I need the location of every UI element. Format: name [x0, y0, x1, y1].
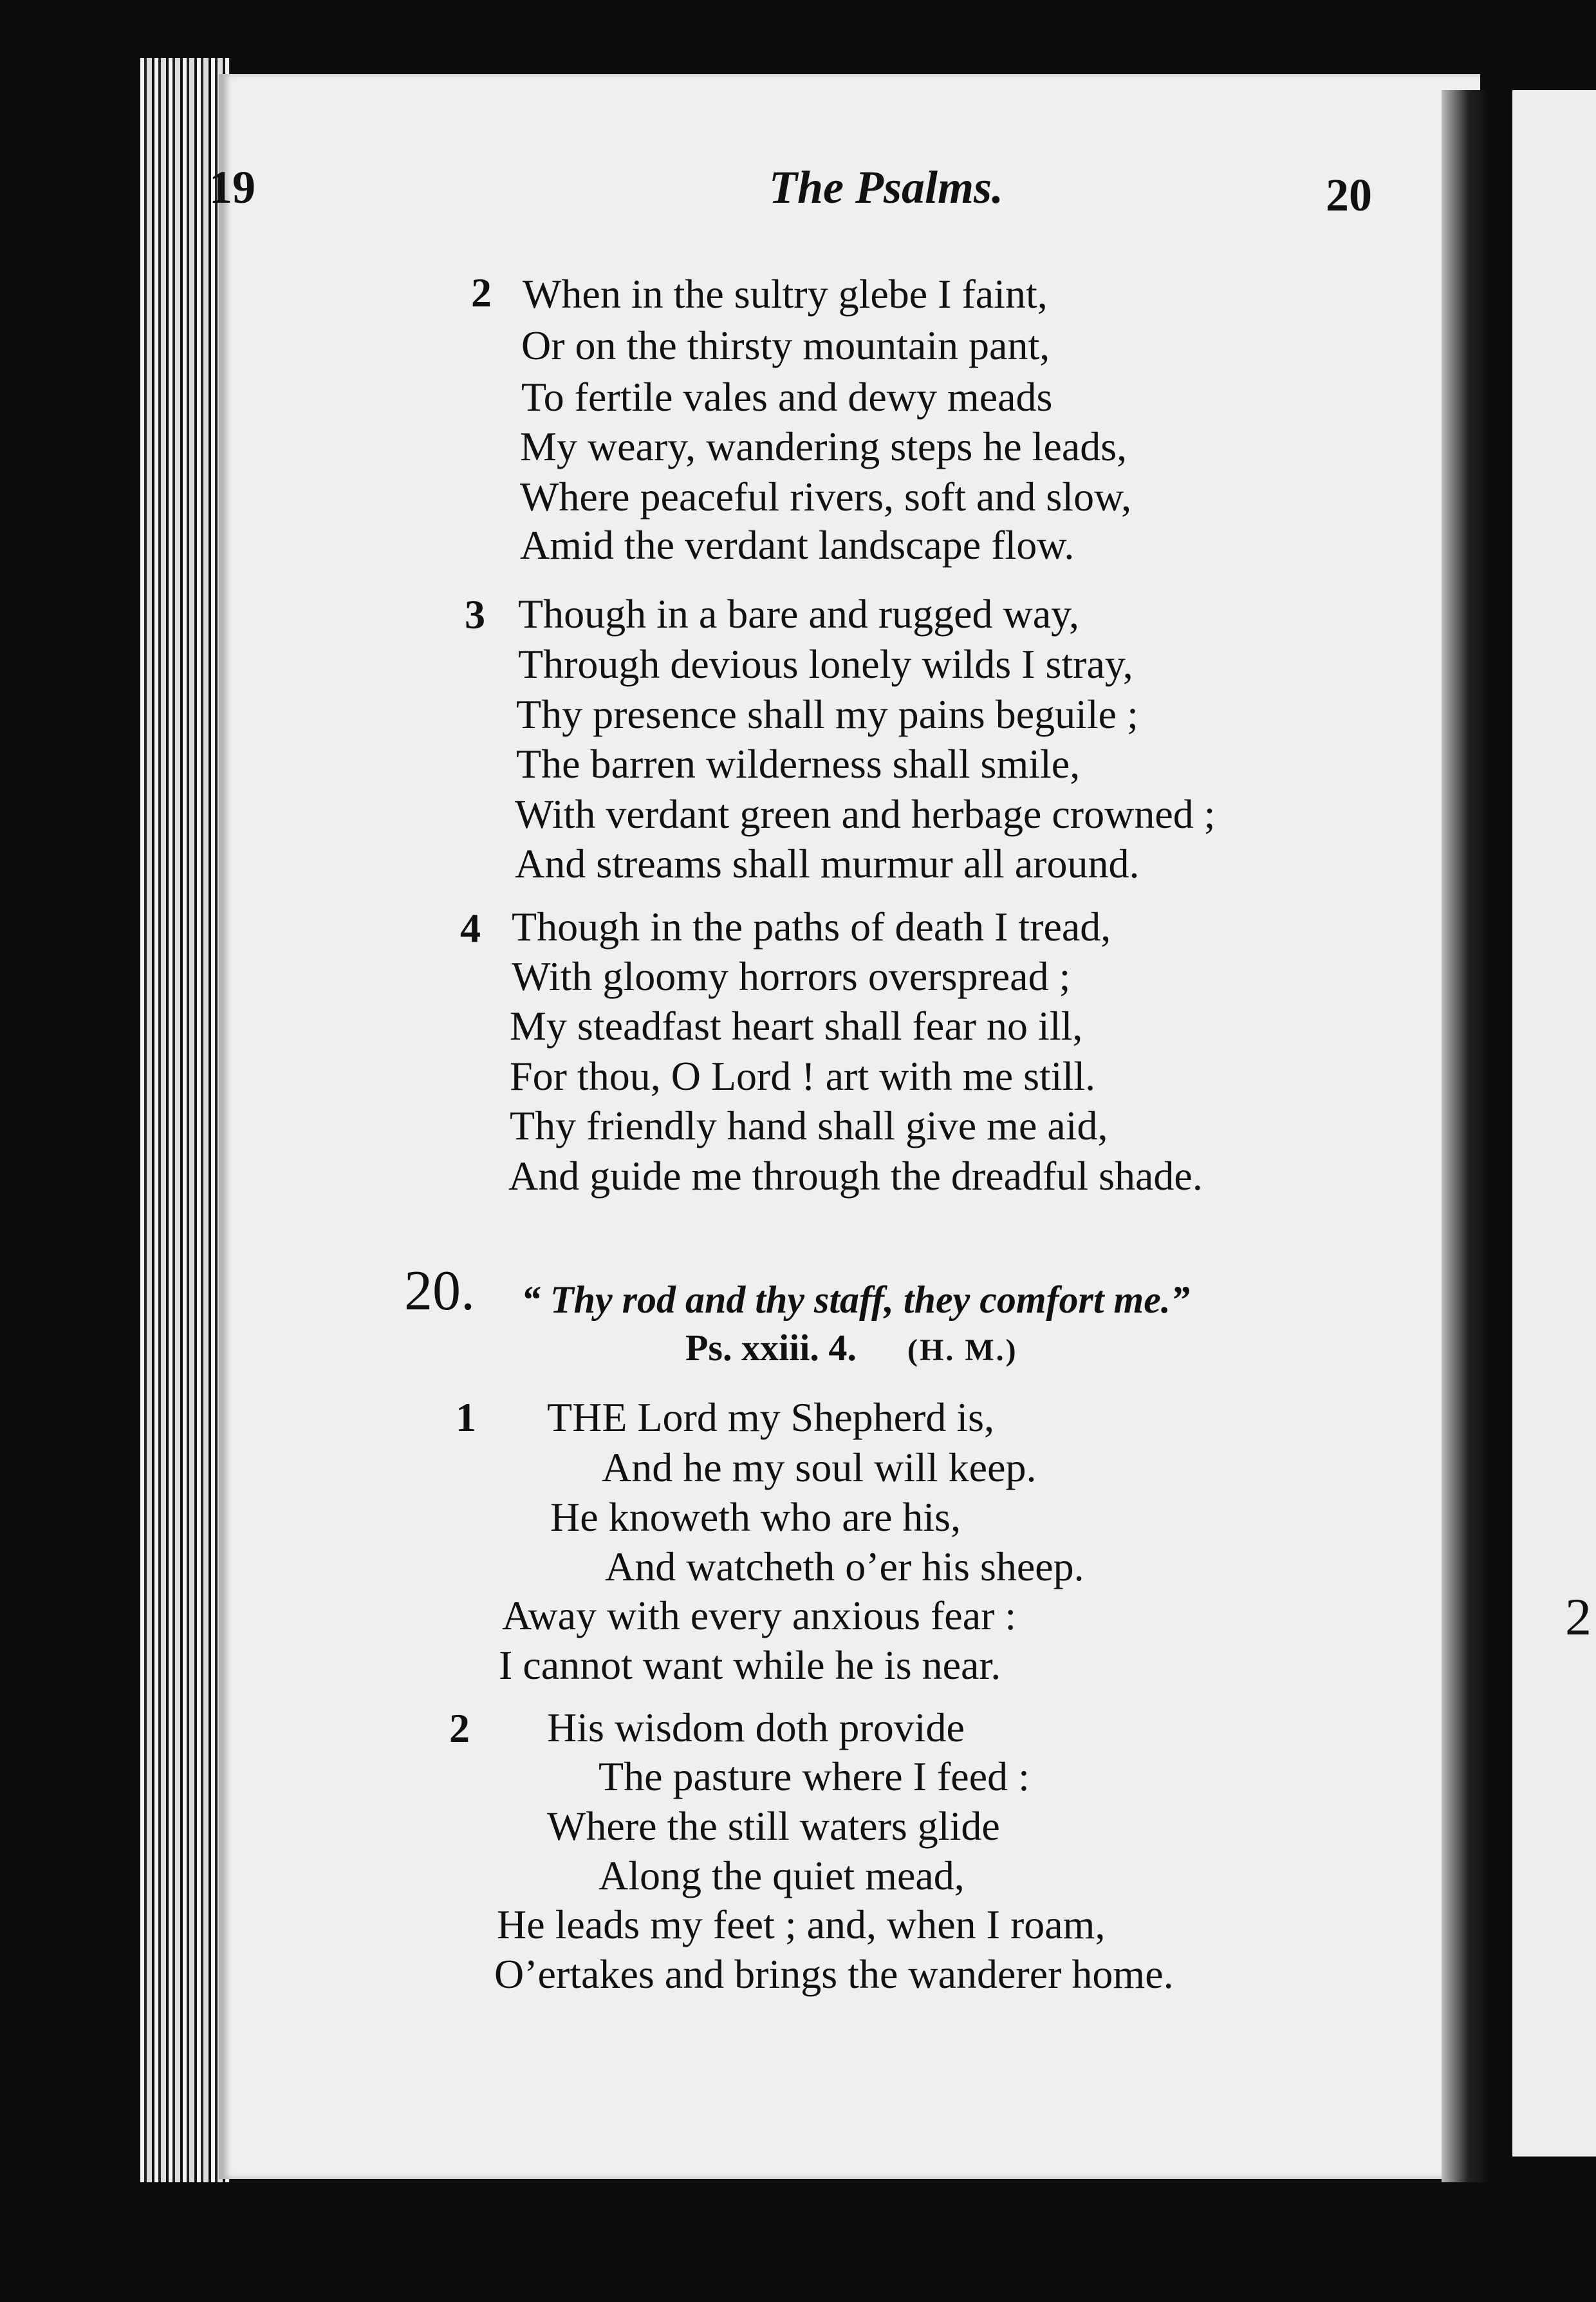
verse-line: For thou, O Lord ! art with me still. [510, 1053, 1096, 1099]
verse-line: With gloomy horrors overspread ; [512, 953, 1071, 999]
facing-page-text: 2 [1565, 1587, 1591, 1646]
verse-line: O’ertakes and brings the wanderer home. [494, 1951, 1174, 1997]
verse-line: And guide me through the dreadful shade. [508, 1153, 1203, 1199]
facing-page-fragment [1512, 90, 1596, 2157]
verse-line: Thy friendly hand shall give me aid, [510, 1103, 1108, 1148]
verse-line: His wisdom doth provide [547, 1705, 965, 1750]
verse-line: Though in a bare and rugged way, [518, 591, 1079, 637]
verse-line: To fertile vales and dewy meads [521, 374, 1053, 420]
verse-line: He leads my feet ; and, when I roam, [497, 1902, 1106, 1947]
meter-marking: (H. M.) [907, 1333, 1018, 1367]
verse-line: Though in the paths of death I tread, [512, 904, 1111, 950]
stanza-number: 4 [460, 905, 481, 951]
verse-line: I cannot want while he is near. [499, 1642, 1001, 1688]
verse-line: And watcheth o’er his sheep. [605, 1544, 1084, 1589]
verse-line: When in the sultry glebe I faint, [523, 271, 1048, 317]
running-head [0, 161, 1596, 232]
verse-line: The pasture where I feed : [598, 1754, 1030, 1799]
verse-line: Along the quiet mead, [598, 1853, 965, 1898]
verse-line: Where peaceful rivers, soft and slow, [520, 474, 1132, 519]
left-page-number: 19 [209, 162, 255, 213]
verse-line: Through devious lonely wilds I stray, [518, 641, 1133, 687]
verse-line: Or on the thirsty mountain pant, [521, 323, 1050, 368]
verse-line: Amid the verdant landscape flow. [520, 522, 1075, 568]
stanza-number: 2 [471, 270, 492, 315]
verse-line: He knoweth who are his, [550, 1494, 961, 1540]
stanza-number: 3 [465, 592, 485, 637]
book-gutter [1442, 90, 1487, 2182]
verse-line: And streams shall murmur all around. [515, 841, 1140, 886]
right-page-number: 20 [1326, 169, 1372, 221]
verse-line: With verdant green and herbage crowned ; [515, 791, 1216, 837]
verse-line: The barren wilderness shall smile, [516, 741, 1081, 787]
verse-line: THE Lord my Shepherd is, [547, 1394, 994, 1440]
verse-line: My steadfast heart shall fear no ill, [510, 1003, 1083, 1049]
verse-line: My weary, wandering steps he leads, [520, 424, 1127, 469]
running-title: The Psalms. [769, 162, 1004, 213]
psalm-number: 20. [404, 1260, 475, 1322]
psalm-epigraph: “ Thy rod and thy staff, they comfort me.” [521, 1278, 1190, 1321]
verse-line: Where the still waters glide [547, 1803, 1000, 1849]
verse-line: And he my soul will keep. [602, 1445, 1037, 1490]
book-page-edges [140, 58, 230, 2182]
verse-line: Away with every anxious fear : [502, 1593, 1017, 1638]
stanza-number: 1 [456, 1394, 476, 1440]
verse-line: Thy presence shall my pains beguile ; [516, 691, 1138, 737]
stanza-number: 2 [449, 1705, 470, 1751]
scripture-reference: Ps. xxiii. 4. [685, 1327, 857, 1369]
